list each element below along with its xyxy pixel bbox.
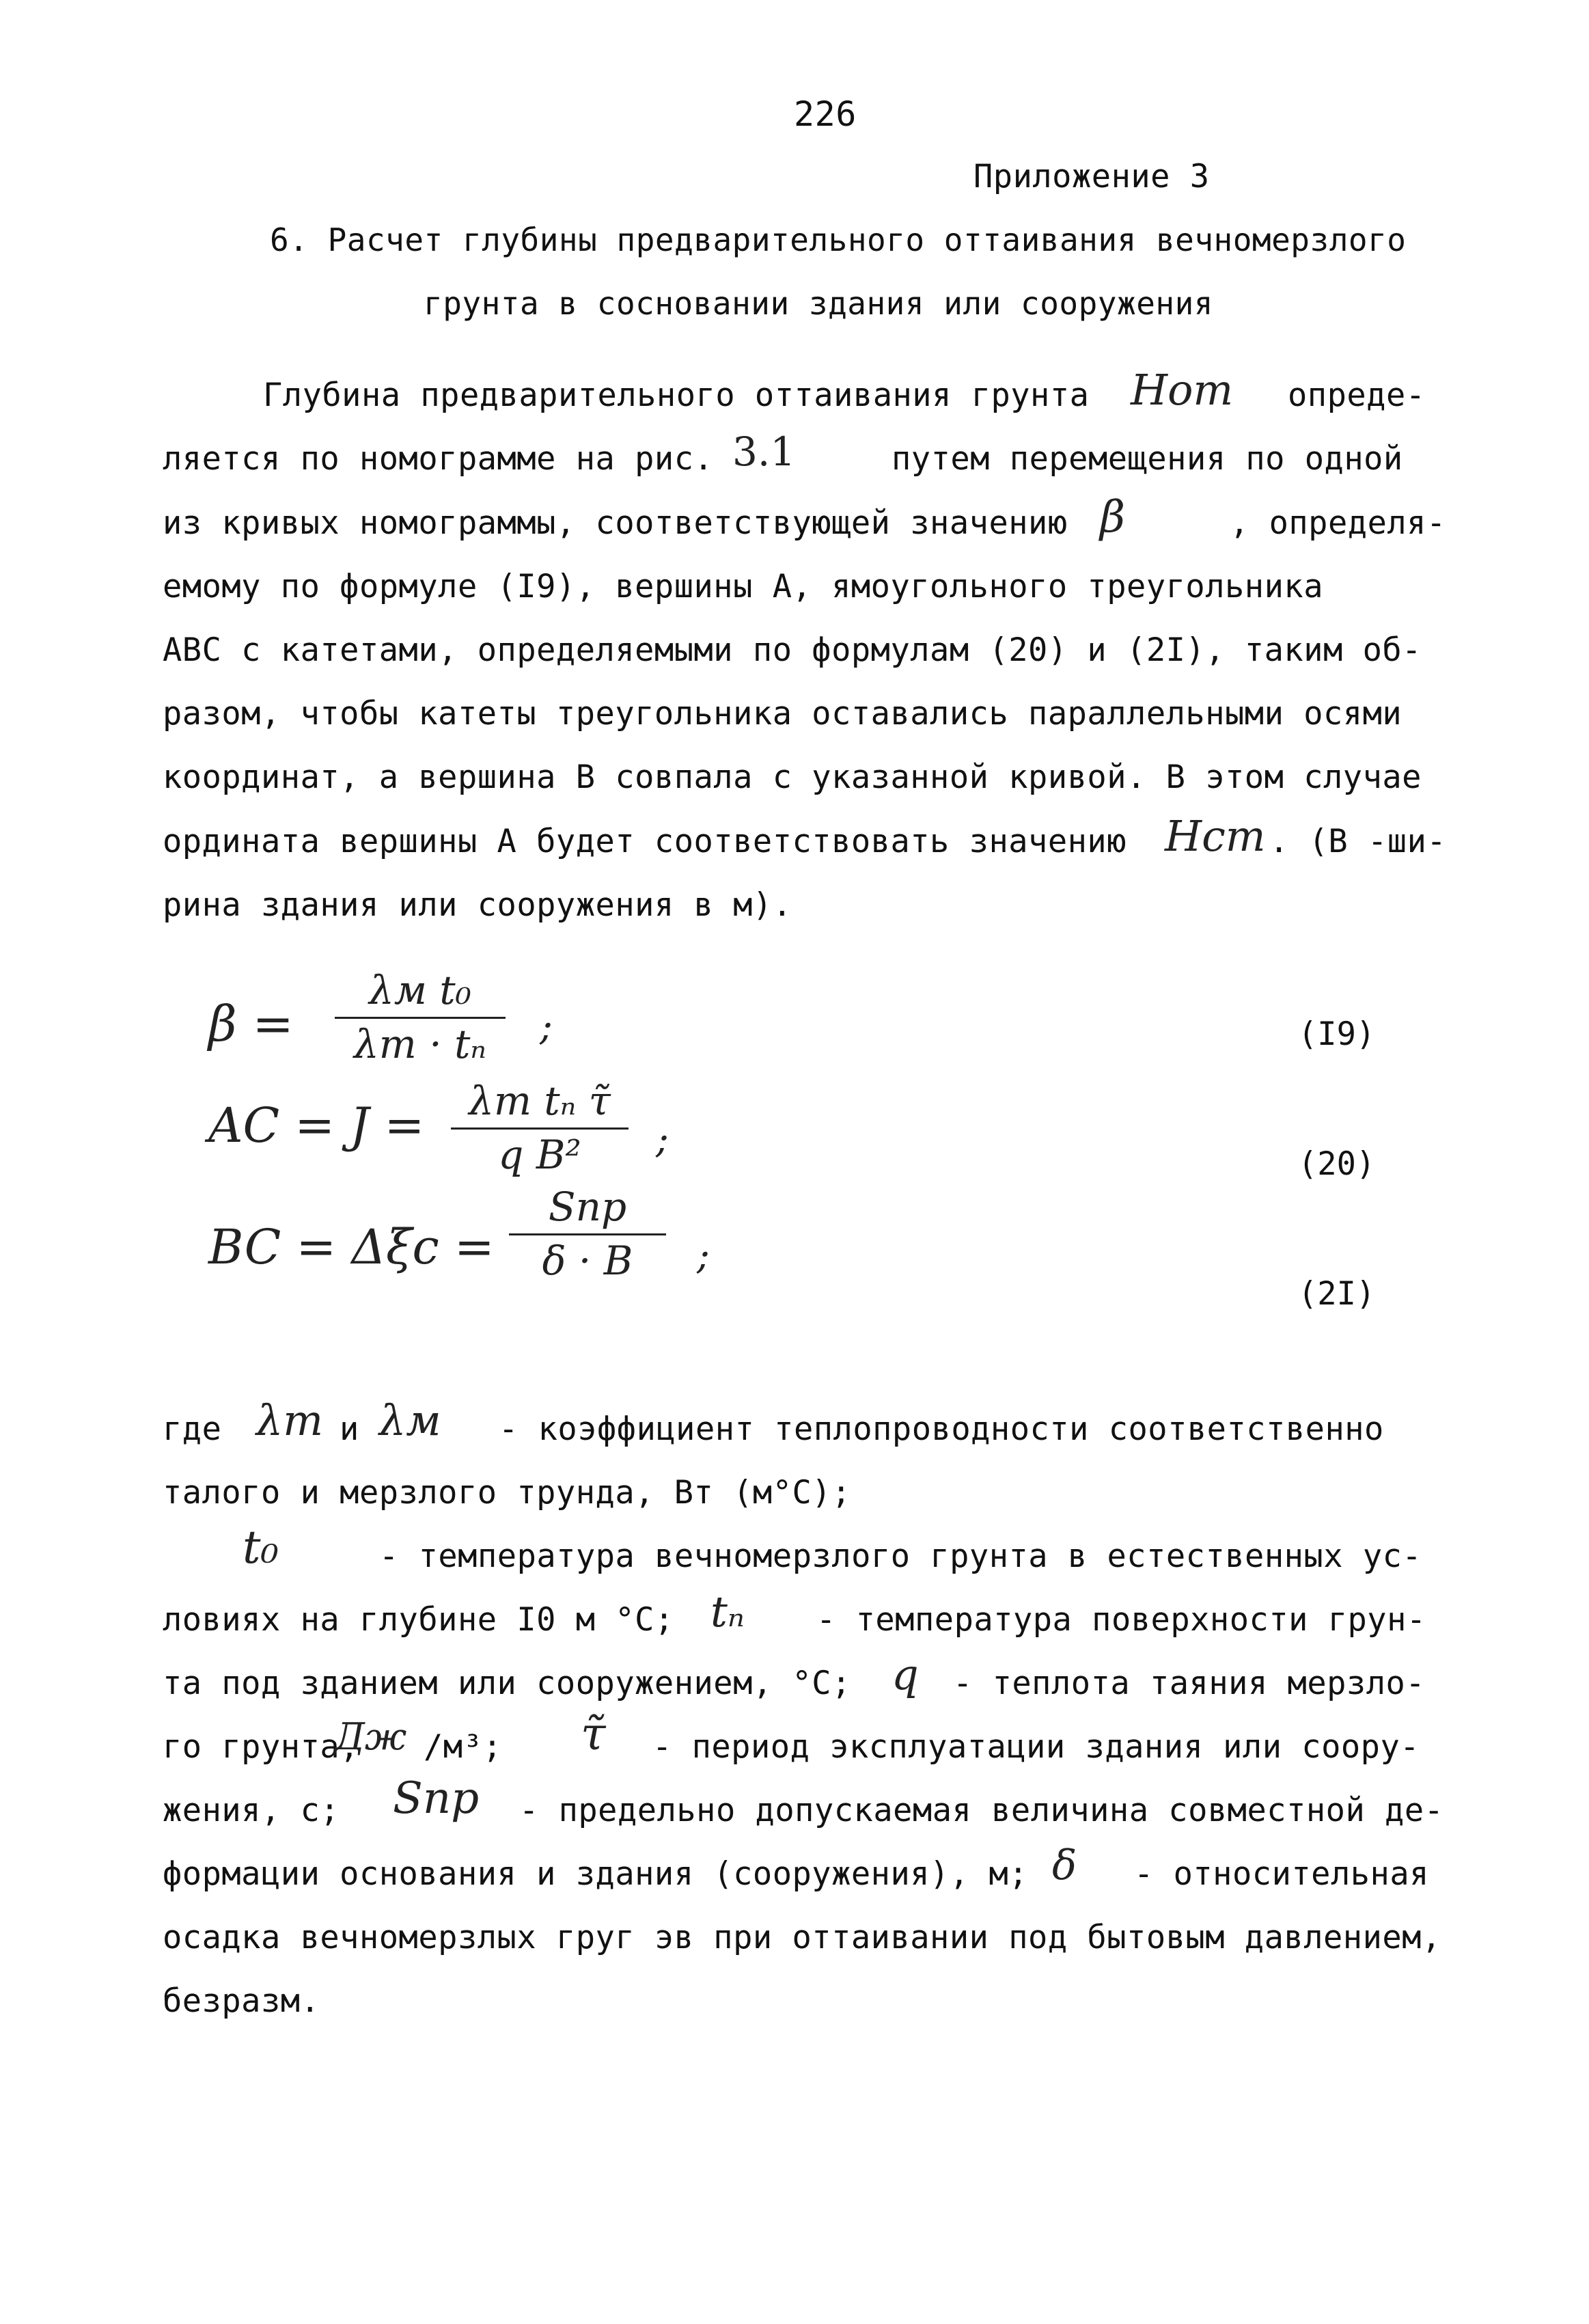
symbol-tau: τ̃	[581, 1708, 606, 1760]
paragraph-line-2: ляется по номограмме на рис.	[163, 440, 714, 478]
equation-number-19: (I9)	[1298, 1015, 1376, 1053]
symbol-delta: δ	[1052, 1842, 1077, 1889]
definition-line-9: осадка вечномерзлых груг эв при оттаивании под бытовым давлением,	[163, 1919, 1441, 1956]
symbol-lambda-m: λм	[379, 1395, 441, 1445]
fraction-bar	[335, 1017, 506, 1019]
equation-number-21: (2I)	[1298, 1275, 1376, 1313]
paragraph-line-5: ABC с катетами, определяемыми по формулам (20) и (2I), таким об-	[163, 631, 1422, 669]
formula-19-lhs: β =	[208, 995, 294, 1052]
symbol-q: q	[892, 1650, 919, 1699]
formula-19-fraction	[335, 969, 506, 1067]
definition-line-8-end: - относительная	[1134, 1855, 1429, 1893]
definition-line-5-start: та под зданием или сооружением, °С;	[163, 1665, 851, 1702]
paragraph-line-3: из кривых номограммы, соответствующей значению	[163, 504, 1068, 542]
formula-20-numerator: λт tₙ τ̃	[469, 1078, 611, 1124]
section-title-line-1: 6. Расчет глубины предварительного оттаивания вечномерзлого	[270, 221, 1407, 258]
formula-19-numerator: λм t₀	[369, 967, 471, 1013]
definition-line-6-unit: /м³;	[424, 1728, 503, 1766]
definition-line-6-end: - период эксплуатации здания или соору-	[652, 1728, 1420, 1766]
formula-20-fraction	[451, 1080, 628, 1177]
paragraph-line-1: Глубина предварительного оттаивания грунта	[263, 377, 1090, 414]
symbol-h-ot: Hот	[1131, 365, 1234, 415]
symbol-dzh: Дж	[335, 1715, 407, 1758]
formula-20-denominator: q B²	[498, 1131, 581, 1178]
definition-line-8-start: формации основания и здания (сооружения), м;	[163, 1855, 1029, 1893]
formula-21-denominator: δ · B	[542, 1237, 633, 1284]
definition-line-3: - температура вечномерзлого грунта в естественных ус-	[379, 1537, 1422, 1575]
symbol-beta: β	[1100, 492, 1125, 543]
definition-line-2: талого и мерзлого трунда, Вт (м°С);	[163, 1474, 851, 1512]
definition-line-7-start: жения, с;	[163, 1792, 340, 1829]
fraction-bar	[509, 1233, 666, 1235]
figure-ref: 3.1	[732, 428, 796, 475]
definition-line-1-end: - коэффициент теплопроводности соответственно	[499, 1410, 1384, 1448]
paragraph-line-4: емому по формуле (I9), вершины A, ямоугольного треугольника	[163, 568, 1323, 605]
paragraph-line-7: координат, а вершина B совпала с указанной кривой. В этом случае	[163, 758, 1422, 796]
formula-21-lhs: BC = Δξc =	[208, 1219, 495, 1275]
formula-21-numerator: Sпр	[548, 1184, 627, 1230]
paragraph-line-8: ордината вершины A будет соответствовать значению	[163, 823, 1127, 860]
equation-number-20: (20)	[1298, 1145, 1376, 1183]
symbol-t0: t₀	[243, 1521, 279, 1574]
definition-line-4-end: - температура поверхности грун-	[816, 1601, 1426, 1639]
symbol-s-pr: Sпр	[393, 1773, 480, 1824]
paragraph-line-6: разом, чтобы катеты треугольника оставались параллельными осями	[163, 695, 1403, 733]
section-title-line-2: грунта в сосновании здания или сооружения	[424, 285, 1213, 322]
formula-20-punct: ;	[656, 1117, 669, 1162]
definition-line-1-and: и	[340, 1410, 359, 1448]
fraction-bar	[451, 1127, 628, 1130]
paragraph-line-2-end: путем перемещения по одной	[892, 440, 1403, 478]
formula-19-denominator: λт · tₙ	[354, 1020, 486, 1067]
symbol-tn: tₙ	[710, 1587, 745, 1637]
formula-19-punct: ;	[540, 1004, 553, 1049]
formula-21-punct: ;	[697, 1233, 710, 1278]
definition-line-10: безразм.	[163, 1982, 320, 2020]
formula-21-fraction	[509, 1186, 666, 1283]
definition-line-4-start: ловиях на глубине I0 м °С;	[163, 1601, 674, 1639]
symbol-lambda-t: λт	[256, 1395, 324, 1445]
definition-line-7-end: - предельно допускаемая величина совместной де-	[519, 1792, 1444, 1829]
formula-20-lhs: AC = J =	[208, 1097, 425, 1153]
definition-line-6-start: го грунта,	[163, 1728, 359, 1766]
paragraph-line-1-end: опреде-	[1288, 377, 1426, 414]
definition-line-5-end: - теплота таяния мерзло-	[953, 1665, 1426, 1702]
page-number: 226	[794, 94, 857, 134]
paragraph-line-3-end: , определя-	[1230, 504, 1446, 542]
paragraph-line-8-end: . (B -ши-	[1269, 823, 1447, 860]
definition-line-1-start: где	[163, 1410, 222, 1448]
paragraph-line-9: рина здания или сооружения в м).	[163, 886, 792, 924]
symbol-h-st: Hст	[1165, 811, 1266, 861]
appendix-label: Приложение 3	[973, 158, 1210, 195]
